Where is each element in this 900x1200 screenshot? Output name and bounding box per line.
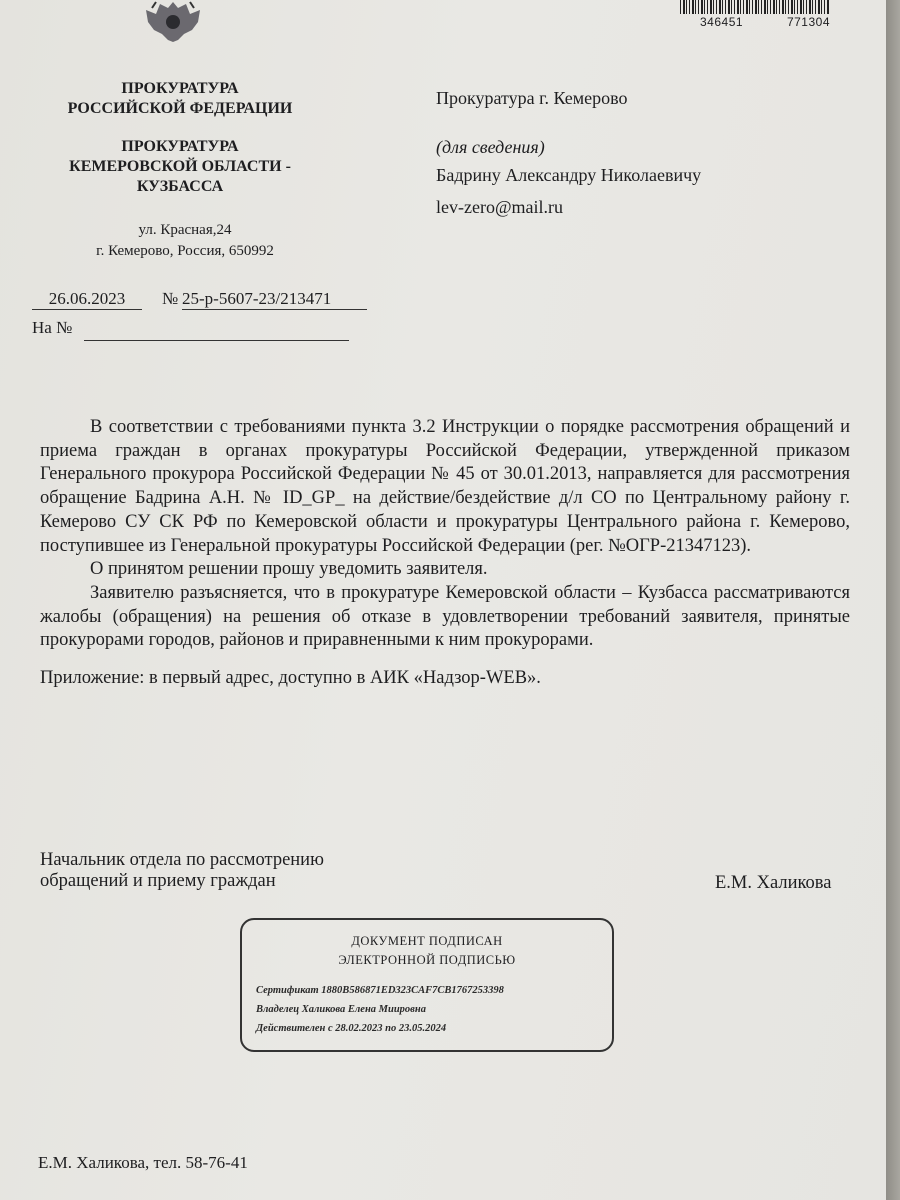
background-edge xyxy=(886,0,900,1200)
signer-name: Е.М. Халикова xyxy=(715,873,832,893)
registration-line xyxy=(22,289,352,311)
signer-position xyxy=(40,850,324,892)
stamp-certificate: Сертификат 1880B586871ED323CAF7CB1767253398 xyxy=(256,985,504,996)
stamp-title: ЭЛЕКТРОННОЙ ПОДПИСЬЮ xyxy=(338,953,516,967)
org-line: РОССИЙСКОЙ ФЕДЕРАЦИИ xyxy=(67,100,293,117)
barcode-numbers xyxy=(700,15,830,29)
stamp-title: ДОКУМЕНТ ПОДПИСАН xyxy=(351,934,503,948)
org-address xyxy=(60,220,310,262)
coat-of-arms-icon xyxy=(138,0,208,42)
sub-org-header xyxy=(40,137,320,197)
sub-org-line: КЕМЕРОВСКОЙ ОБЛАСТИ - xyxy=(69,158,291,175)
barcode xyxy=(680,0,830,14)
reply-to-line xyxy=(32,318,352,338)
recipient-email: lev-zero@mail.ru xyxy=(436,197,564,217)
number-label: № xyxy=(162,289,179,308)
address-street: ул. Красная,24 xyxy=(138,222,232,238)
recipient-name: Бадрину Александру Николаевичу xyxy=(436,165,702,185)
stamp-validity: Действителен с 28.02.2023 по 23.05.2024 xyxy=(256,1023,447,1034)
reply-label: На № xyxy=(32,318,73,337)
appendix: Приложение: в первый адрес, доступно в АИК «Надзор-WEB». xyxy=(40,668,541,689)
sub-org-line: ПРОКУРАТУРА xyxy=(121,138,239,155)
e-signature-stamp xyxy=(240,918,614,1052)
recipient-primary: Прокуратура г. Кемерово xyxy=(436,88,628,108)
org-line: ПРОКУРАТУРА xyxy=(121,80,239,97)
body-paragraph: О принятом решении прошу уведомить заявителя. xyxy=(90,559,488,580)
barcode-number-left: 346451 xyxy=(700,15,744,29)
body-paragraph: Заявителю разъясняется, что в прокуратуре Кемеровской области – Кузбасса рассматриваются жалобы (обращения) на решения об отказе в удовлетворении требований заявителя, принятые прокурорами городов, районов и приравненными к ним прокурорами. xyxy=(40,582,850,651)
stamp-owner: Владелец Халикова Елена Миировна xyxy=(256,1004,426,1015)
document-number: 25-р-5607-23/213471 xyxy=(182,289,367,310)
signer-position-line: Начальник отдела по рассмотрению xyxy=(40,850,324,870)
sub-org-line: КУЗБАССА xyxy=(136,178,224,195)
document-date: 26.06.2023 xyxy=(32,289,142,310)
barcode-number-right: 771304 xyxy=(786,15,830,29)
signer-position-line: обращений и приему граждан xyxy=(40,871,276,891)
letter-body xyxy=(40,416,850,691)
recipient-note: (для сведения) xyxy=(436,137,545,157)
address-city: г. Кемерово, Россия, 650992 xyxy=(96,243,274,259)
executor-contact: Е.М. Халикова, тел. 58-76-41 xyxy=(38,1153,248,1172)
reply-blank xyxy=(84,340,349,341)
body-paragraph: В соответствии с требованиями пункта 3.2 Инструкции о порядке рассмотрения обращений и приема граждан в органах прокуратуры Российской Федерации, утвержденной приказом Генерального прокурора Российской Федерации № 45 от 30.01.2013, направляется для рассмотрения обращение Бадрина А.Н. № ID_GP_ на действие/бездействие д/л СО по Центральному району г. Кемерово СУ СК РФ по Кемеровской области и прокуратуры Центрального района г. Кемерово, поступившее из Генеральной прокуратуры Российской Федерации (рег. №ОГР-21347123). xyxy=(40,417,850,556)
org-header xyxy=(40,79,320,119)
